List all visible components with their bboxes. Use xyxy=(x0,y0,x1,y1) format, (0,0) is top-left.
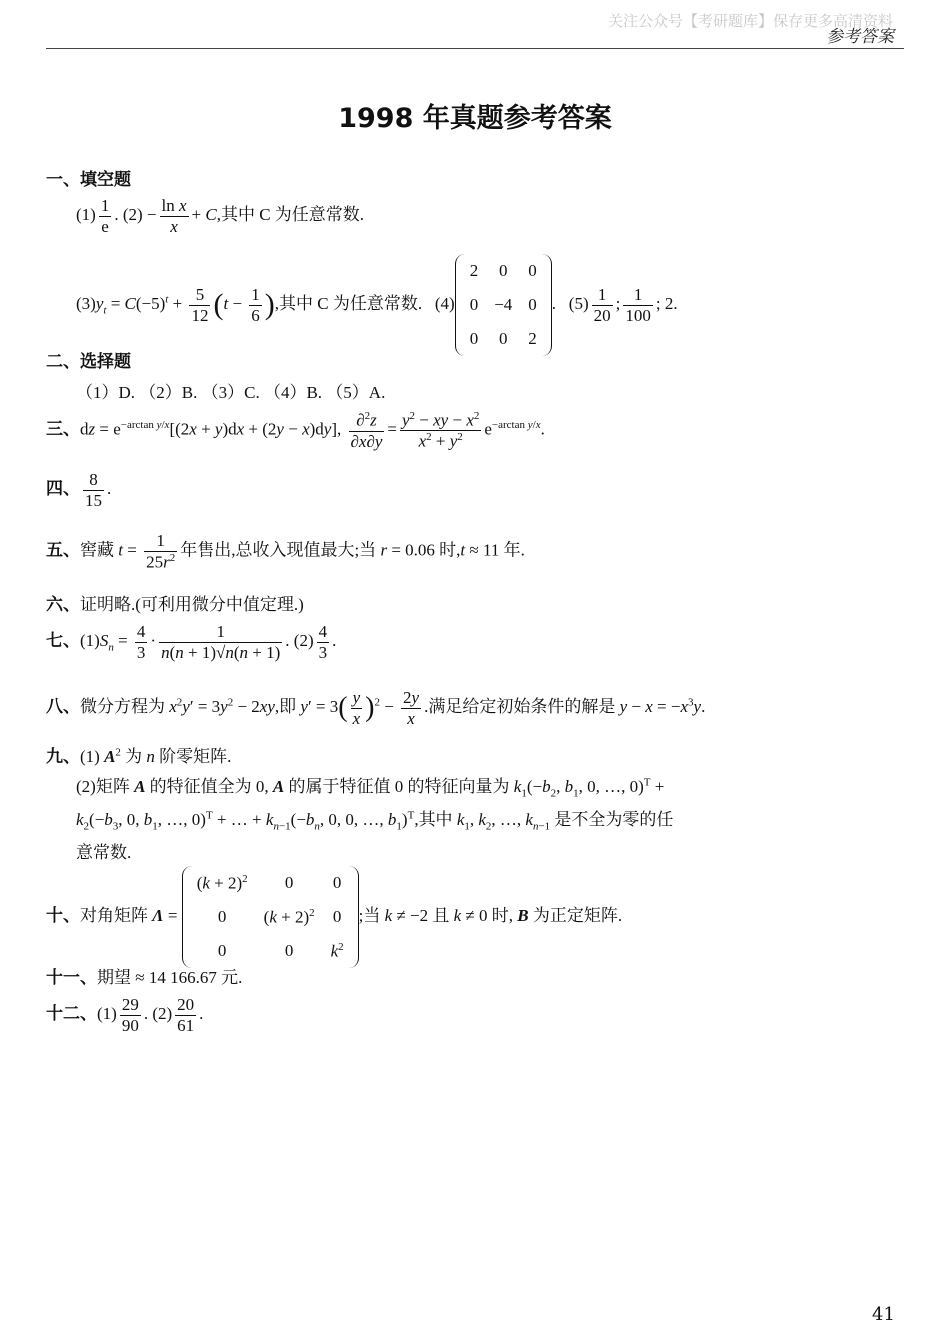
matrix-q4: 2 0 0 0 −4 0 0 0 2 xyxy=(455,254,552,356)
s11-row xyxy=(46,963,242,988)
s9-text-e: 的属于特征值 0 的特征向量为 xyxy=(288,777,510,796)
section-12-label: 十二、 xyxy=(46,1003,97,1024)
running-title: 参考答案 xyxy=(826,27,894,47)
s3-row: 三、dz = $e^{-arctan y/x}[(2x + y)dx + (2y - x)dy]$, $\frac{\partial^2z}{\partial x\partial y}$ = $\frac{y^2 - xy - x^2}{x^2 + y^2}$ $e^{-arctan y/x}$. xyxy=(46,410,545,451)
s8-text-c: 满足给定初始条件的解是 xyxy=(428,696,616,716)
section-6-label: 六、 xyxy=(46,595,80,615)
s5-row: 五、窖藏 t = $\frac{1}{25r^2}$ 年售出,总收入现值最大;当 r = 0.06 时,t ≈ 11 年. xyxy=(46,531,525,572)
section-7-label: 七、 xyxy=(46,630,80,651)
page-title: 1998 年真题参考答案 xyxy=(338,103,612,134)
s10-text-c: 且 xyxy=(432,905,450,925)
s2-answers: （1）D. （2）B. （3）C. （4）B. （5）A. xyxy=(76,383,386,402)
s6-row xyxy=(46,590,304,615)
s9-text-a: 为 xyxy=(125,747,143,766)
section-10-label: 十、 xyxy=(46,905,80,926)
section-9-label: 九、 xyxy=(46,747,80,767)
s10-text-b: ;当 xyxy=(358,905,381,925)
s10-row: 十、对角矩阵 Λ = $(k + 2)^2$ 0 0 0 $(k + 2)^2$ 0 0 0 $k^2$ ;当 k ≠ −2 且 k ≠ 0 时, B 为正定矩阵. xyxy=(46,866,622,968)
section-3-label: 三、 xyxy=(46,419,80,440)
s12-row: 十二、(1) $\frac{29}{90}$ . (2) $\frac{20}{61}$ . xyxy=(46,995,204,1035)
s10-text-d: 时, xyxy=(491,905,514,925)
header-rule xyxy=(46,48,904,49)
s1-q3-tail: ,其中 C 为任意常数. xyxy=(274,293,423,313)
matrix-lambda: $(k + 2)^2$ 0 0 0 $(k + 2)^2$ 0 0 0 $k^2$ xyxy=(182,866,359,968)
s11-text: 期望 ≈ 14 166.67 元. xyxy=(97,968,243,987)
s9-row-4: 意常数. xyxy=(76,843,132,862)
section-4-label: 四、 xyxy=(46,478,80,499)
s9-text-c: 矩阵 xyxy=(95,777,130,796)
s9-row-2: (2)矩阵 A 的特征值全为 0, A 的属于特征值 0 的特征向量为 $k_1(-b_2$, $b_1$, 0, …, 0)$^T$ + xyxy=(76,776,665,800)
section-8-label: 八、 xyxy=(46,696,80,717)
s5-text-b: 年售出,总收入现值最大;当 xyxy=(180,540,377,560)
s8-text-a: 微分方程为 xyxy=(80,696,165,716)
s10-text-a: 对角矩阵 xyxy=(80,905,148,925)
s8-text-b: ,即 xyxy=(274,696,297,716)
s10-text-e: 为正定矩阵. xyxy=(532,905,623,925)
s6-text: 证明略.(可利用微分中值定理.) xyxy=(80,595,304,614)
s1-q3-q5: $(3)y_t = C(-5)^t$ + $\frac{5}{12}$ (t − $\frac{1}{6}$ ),其中 C 为任意常数. (4) 2 0 0 0 −4 0 0 0 2 . (5) $\frac{1}{20}$ ; $\frac{1}{100}$ ; 2. xyxy=(76,254,678,356)
s5-text-d: 年. xyxy=(503,540,525,560)
s9-row-1: 九、(1) $A^2$ 为 n 阶零矩阵. xyxy=(46,746,232,767)
s8-row: 八、微分方程为 $x^2y' = 3y^2 - 2xy$,即 y′ = 3( $\frac{y}{x}$ )$^2$ − $\frac{2y}{x}$ .满足给定初始条件的解是 $y - x = -x^3y$. xyxy=(46,688,706,728)
section-2-label: 二、选择题 xyxy=(46,352,131,372)
section-5-label: 五、 xyxy=(46,540,80,561)
s9-text-f: ,其中 xyxy=(414,810,453,829)
watermark: 关注公众号【考研题库】保存更多高清资料 xyxy=(608,12,894,30)
s5-text-c: 时, xyxy=(439,540,461,560)
s4-row: 四、 $\frac{8}{15}$ . xyxy=(46,470,112,510)
s9-text-b: 阶零矩阵. xyxy=(159,747,232,766)
s9-text-g: 是不全为零的任 xyxy=(554,810,674,829)
s9-row-3: $k_2(-b_3$, 0, $b_1$, …, 0)$^T$ + … + $k_{n-1}(-b_n$, 0, 0, …, $b_1)^T$,其中 $k_1$, $k_2$, …, $k_{n-1}$ 是不全为零的任 xyxy=(76,809,674,833)
section-11-label: 十一、 xyxy=(46,968,97,988)
s1-q2-tail: ,其中 C 为任意常数. xyxy=(216,204,365,224)
section-1-label: 一、填空题 xyxy=(46,170,131,190)
s1-q1-q2: (1) $\frac{1}{e}$ . (2) − $\frac{\text{ln x}}{x}$ + C,其中 C 为任意常数. xyxy=(76,196,365,236)
s7-row: 七、$(1)S_n$ = $\frac{4}{3}$ · $\frac{1}{n(n + 1)√n(n + 1)}$ . (2) $\frac{4}{3}$ . xyxy=(46,622,337,662)
s9-text-d: 的特征值全为 0, xyxy=(149,777,269,796)
page-number: 41 xyxy=(872,1304,895,1325)
s5-text-a: 窖藏 xyxy=(80,540,114,560)
